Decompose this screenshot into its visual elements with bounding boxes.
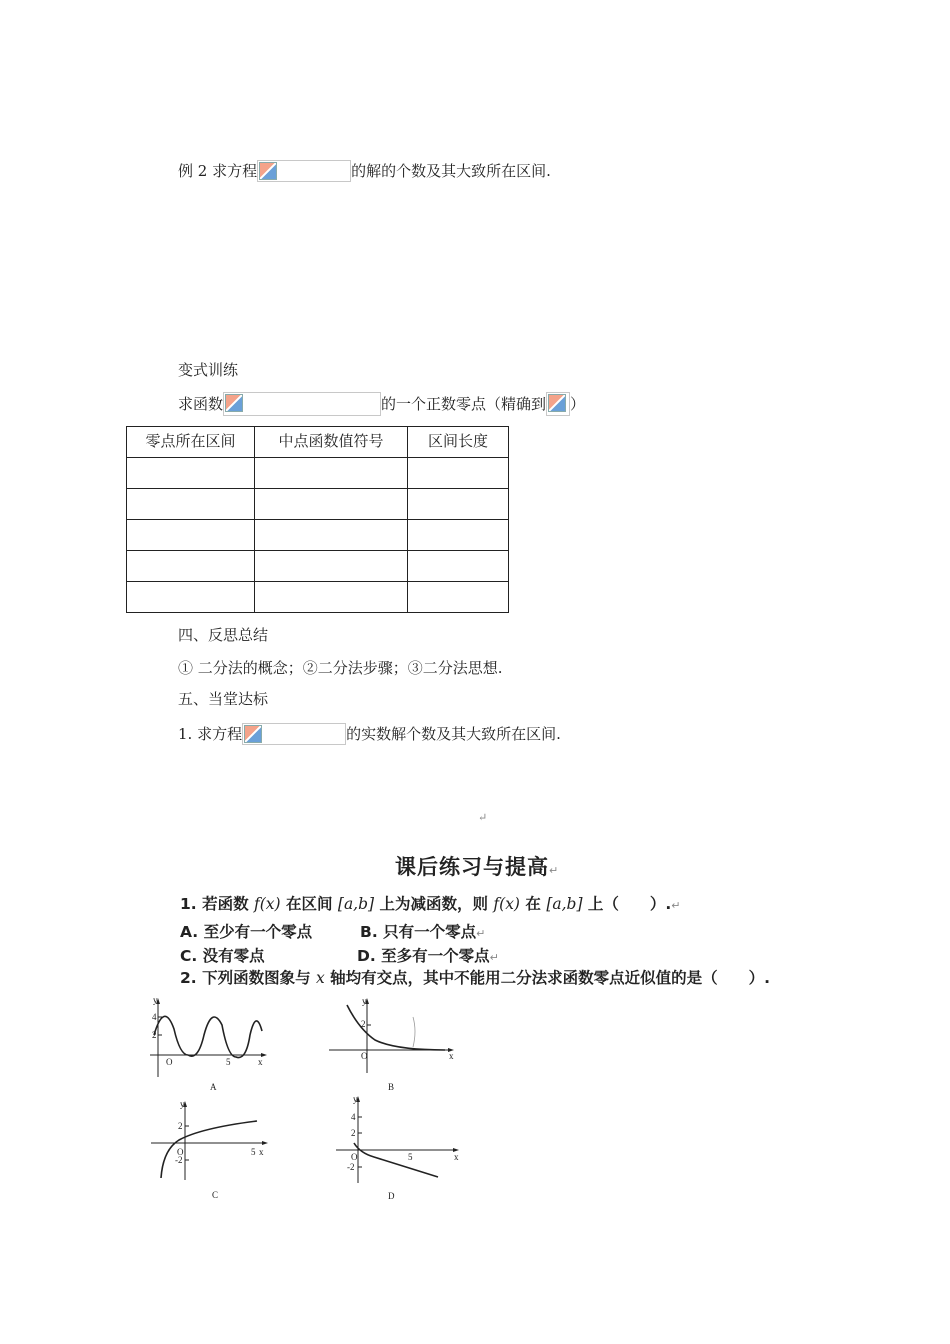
example-2-prefix: 例 2 求方程: [178, 162, 258, 180]
table-row: [127, 551, 509, 582]
tick-label: -2: [175, 1155, 183, 1165]
broken-image-icon: [259, 162, 277, 180]
table-cell: [255, 458, 408, 489]
table-cell: [127, 520, 255, 551]
tick-label: 2: [351, 1128, 356, 1138]
after-class-title-text: 课后练习与提高: [395, 855, 549, 879]
table-cell: [408, 520, 509, 551]
tick-label: 5: [408, 1152, 413, 1162]
after-class-title: [395, 851, 559, 881]
example-2-suffix: 的解的个数及其大致所在区间.: [351, 162, 551, 180]
tick-label: -2: [347, 1162, 355, 1172]
q2-text: 轴均有交点，其中不能用二分法求函数零点近似值的是（ ）.: [330, 969, 771, 987]
variant-title: 变式训练: [178, 361, 239, 379]
question-1: [180, 893, 681, 917]
graph-a: [140, 995, 270, 1095]
table-row: [127, 489, 509, 520]
variant-prefix: 求函数: [178, 395, 224, 413]
x-axis-arrow: [262, 1141, 268, 1145]
graph-label: B: [388, 1082, 395, 1092]
section-4-content: ① 二分法的概念；②二分法步骤；③二分法思想.: [178, 659, 503, 677]
paragraph-mark: ↵: [478, 811, 488, 824]
bisection-table: [126, 426, 509, 613]
wave-curve: [154, 1016, 262, 1057]
table-header: 中点函数值符号: [255, 427, 408, 458]
option-d: [357, 945, 499, 969]
q2-x: x: [315, 969, 325, 987]
origin-label: O: [177, 1147, 184, 1157]
paragraph-mark: ↵: [549, 864, 560, 877]
table-cell: [255, 582, 408, 613]
section-4-title: 四、反思总结: [178, 626, 269, 644]
paragraph-mark: ↵: [476, 927, 486, 940]
equation-image: [242, 723, 346, 745]
tick-label: 4: [351, 1112, 356, 1122]
function-image: [223, 392, 381, 416]
table-cell: [127, 458, 255, 489]
graph-c: [145, 1098, 275, 1204]
table-cell: [408, 489, 509, 520]
q1-interval: [a,b]: [337, 895, 375, 913]
table-cell: [408, 582, 509, 613]
table-cell: [408, 458, 509, 489]
table-cell: [127, 582, 255, 613]
broken-image-icon: [548, 394, 566, 412]
q1-text: 在区间: [285, 895, 333, 913]
item-1-suffix: 的实数解个数及其大致所在区间.: [346, 725, 561, 743]
tick-label: 5: [226, 1057, 231, 1067]
q1-interval: [a,b]: [546, 895, 583, 913]
table-row: [127, 520, 509, 551]
q1-fx: f(x): [253, 895, 281, 913]
pencil-mark: [413, 1017, 415, 1047]
table-header-row: [127, 427, 509, 458]
equation-image: [257, 160, 351, 182]
graph-label: A: [210, 1082, 217, 1092]
table-header: 区间长度: [408, 427, 509, 458]
y-label: y: [362, 996, 367, 1006]
tick-label: 2: [152, 1030, 157, 1040]
question-2: [180, 967, 770, 989]
graph-label: D: [388, 1191, 395, 1201]
x-label: x: [258, 1057, 263, 1067]
q1-text: 上为减函数，则: [379, 895, 488, 913]
option-d-text: D. 至多有一个零点: [357, 947, 490, 965]
tick-label: 2: [178, 1121, 183, 1131]
origin-label: O: [166, 1057, 173, 1067]
table-cell: [408, 551, 509, 582]
table-cell: [255, 551, 408, 582]
table-row: [127, 582, 509, 613]
paragraph-mark: ↵: [671, 899, 681, 912]
y-label: y: [353, 1094, 358, 1104]
item-1-prefix: 1. 求方程: [178, 725, 243, 743]
paragraph-mark: ↵: [489, 951, 499, 964]
section-5-title: 五、当堂达标: [178, 690, 269, 708]
tick-label: 5: [251, 1147, 256, 1157]
table-cell: [255, 520, 408, 551]
tick-label: 2: [361, 1019, 366, 1029]
variant-mid: 的一个正数零点（精确到: [381, 395, 547, 413]
origin-label: O: [351, 1152, 358, 1162]
example-2-line: [178, 160, 551, 182]
graph-d: [330, 1093, 465, 1205]
broken-image-icon: [244, 725, 262, 743]
precision-image: [546, 392, 570, 416]
option-c: C. 没有零点: [180, 947, 265, 965]
q1-text: 在: [525, 895, 541, 913]
table-row: [127, 458, 509, 489]
x-label: x: [454, 1152, 459, 1162]
graph-b: [325, 995, 465, 1095]
section-5-item-1: [178, 723, 561, 745]
y-label: y: [180, 1099, 185, 1109]
option-a: A. 至少有一个零点: [180, 923, 313, 941]
table-cell: [127, 551, 255, 582]
table-cell: [127, 489, 255, 520]
table-header: 零点所在区间: [127, 427, 255, 458]
q1-text: 上（ ）.: [587, 895, 672, 913]
q1-fx: f(x): [493, 895, 520, 913]
q2-text: 2. 下列函数图象与: [180, 969, 311, 987]
tick-label: 4: [152, 1012, 157, 1022]
x-label: x: [259, 1147, 264, 1157]
y-label: y: [153, 995, 158, 1005]
table-cell: [255, 489, 408, 520]
option-b: [360, 921, 485, 945]
variant-suffix: ）: [570, 395, 586, 413]
decreasing-curve: [354, 1143, 438, 1177]
origin-label: O: [361, 1051, 368, 1061]
x-label: x: [449, 1051, 454, 1061]
log-curve: [161, 1121, 257, 1178]
q1-text: 1. 若函数: [180, 895, 249, 913]
graph-label: C: [212, 1190, 219, 1200]
variant-line: [178, 392, 585, 416]
broken-image-icon: [225, 394, 243, 412]
option-b-text: B. 只有一个零点: [360, 923, 477, 941]
